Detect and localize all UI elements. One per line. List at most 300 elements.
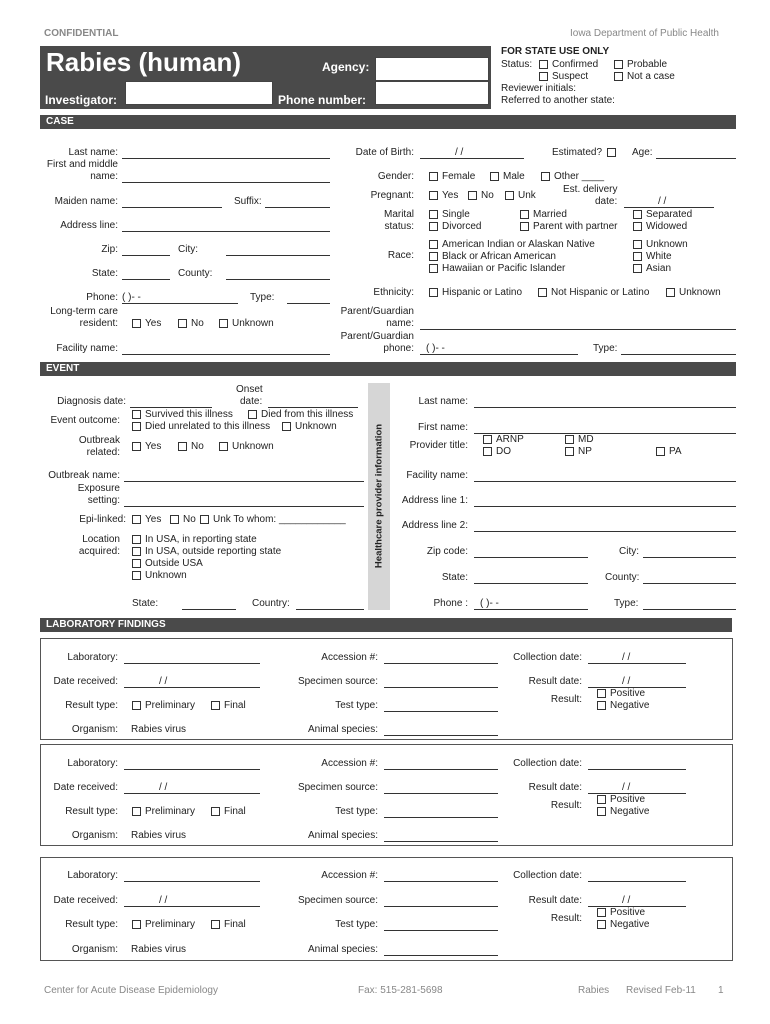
- maiden-name-label: Maiden name:: [54, 196, 118, 207]
- lab3-result-date-format: / /: [622, 895, 631, 906]
- lab2-received-format: / /: [159, 782, 168, 793]
- lab3-test-type-label: Test type:: [335, 919, 378, 930]
- provider-city-label: City:: [619, 546, 639, 557]
- event-section-header: [40, 362, 736, 376]
- race-hpi-checkbox[interactable]: [429, 264, 438, 273]
- exposure-field[interactable]: [124, 506, 364, 507]
- state-use-heading: FOR STATE USE ONLY: [501, 46, 610, 57]
- exposure-label: Exposure: [77, 483, 120, 494]
- case-section-title: CASE: [46, 116, 74, 127]
- provider-addr1-label: Address line 1:: [401, 495, 468, 506]
- zip-field[interactable]: [122, 255, 170, 256]
- ltc-yes-label: Yes: [145, 318, 162, 329]
- lab1-specimen-label: Specimen source:: [297, 676, 378, 687]
- lab2-accession-label: Accession #:: [321, 758, 378, 769]
- dob-field[interactable]: [420, 158, 524, 159]
- lab2-organism-value: Rabies virus: [131, 830, 187, 841]
- lab3-result-type-label: Result type:: [65, 919, 118, 930]
- hispanic-checkbox[interactable]: [429, 288, 438, 297]
- address-field[interactable]: [122, 231, 330, 232]
- loc-out-state-label: In USA, outside reporting state: [145, 546, 282, 557]
- divorced-checkbox[interactable]: [429, 222, 438, 231]
- married-label: Married: [533, 209, 567, 220]
- lab2-positive-label: Positive: [610, 794, 646, 805]
- footer-center: Center for Acute Disease Epidemiology: [44, 985, 218, 996]
- outbreak-label-2: related:: [86, 447, 120, 458]
- county-field[interactable]: [226, 279, 330, 280]
- separated-label: Separated: [646, 209, 693, 220]
- ltc-label: Long-term care: [50, 306, 118, 317]
- lab1-positive-label: Positive: [610, 688, 646, 699]
- lab1-final-checkbox[interactable]: [211, 701, 220, 710]
- race-unknown-checkbox[interactable]: [633, 240, 642, 249]
- outbreak-unknown-label: Unknown: [232, 441, 274, 452]
- lab1-received-format: / /: [159, 676, 168, 687]
- lab2-result-label: Result:: [550, 800, 582, 811]
- lab2-received-label: Date received:: [53, 782, 118, 793]
- outbreak-unknown-checkbox[interactable]: [219, 442, 228, 451]
- lab3-collection-field[interactable]: [588, 881, 686, 882]
- phone-type-field[interactable]: [287, 303, 330, 304]
- gender-label: Gender:: [377, 171, 414, 182]
- loc-in-state-label: In USA, in reporting state: [145, 534, 257, 545]
- lab2-animal-label: Animal species:: [307, 830, 378, 841]
- footer-page-number: 1: [718, 985, 724, 996]
- lab1-result-label: Result:: [550, 694, 582, 705]
- lab1-collection-label: Collection date:: [513, 652, 582, 663]
- diagnosis-field[interactable]: [130, 407, 212, 408]
- location-label-2: acquired:: [78, 546, 120, 557]
- lab2-accession-field[interactable]: [384, 769, 498, 770]
- ltc-unknown-label: Unknown: [232, 318, 274, 329]
- status-label: Status:: [501, 59, 533, 70]
- suffix-label: Suffix:: [234, 196, 262, 207]
- ltc-no-checkbox[interactable]: [178, 319, 187, 328]
- lab2-final-label: Final: [224, 806, 246, 817]
- lab3-result-date-label: Result date:: [528, 895, 582, 906]
- lab-section-title: LABORATORY FINDINGS: [46, 619, 166, 630]
- loc-unknown-checkbox[interactable]: [132, 571, 141, 580]
- lab2-specimen-label: Specimen source:: [297, 782, 378, 793]
- state-label: State:: [91, 268, 118, 279]
- state-field[interactable]: [122, 279, 170, 280]
- lab3-accession-field[interactable]: [384, 881, 498, 882]
- ethnicity-label: Ethnicity:: [373, 287, 414, 298]
- diagnosis-label: Diagnosis date:: [57, 396, 126, 407]
- divorced-label: Divorced: [442, 221, 482, 232]
- provider-zip-field[interactable]: [474, 557, 588, 558]
- provider-facility-label: Facility name:: [406, 470, 468, 481]
- pregnant-yes-label: Yes: [442, 190, 459, 201]
- lab3-specimen-field[interactable]: [384, 906, 498, 907]
- outcome-unknown-checkbox[interactable]: [282, 422, 291, 431]
- probable-label: Probable: [627, 59, 668, 70]
- lab2-specimen-field[interactable]: [384, 793, 498, 794]
- provider-phone-label: Phone :: [433, 598, 468, 609]
- lab3-final-label: Final: [224, 919, 246, 930]
- epi-linked-label: Epi-linked:: [79, 514, 126, 525]
- provider-county-label: County:: [605, 572, 640, 583]
- provider-zip-label: Zip code:: [426, 546, 468, 557]
- lab2-organism-label: Organism:: [71, 830, 118, 841]
- event-country-label: Country:: [252, 598, 290, 609]
- first-middle-field[interactable]: [122, 182, 330, 183]
- lab1-organism-label: Organism:: [71, 724, 118, 735]
- race-asian-label: Asian: [646, 263, 672, 274]
- lab1-negative-label: Negative: [610, 700, 650, 711]
- suspect-label: Suspect: [552, 71, 589, 82]
- lab1-preliminary-label: Preliminary: [145, 700, 196, 711]
- pregnant-unk-label: Unk: [518, 190, 536, 201]
- delivery-format: / /: [658, 196, 667, 207]
- lab3-organism-value: Rabies virus: [131, 944, 187, 955]
- pregnant-label: Pregnant:: [370, 190, 414, 201]
- lab1-result-date-format: / /: [622, 676, 631, 687]
- outbreak-yes-label: Yes: [145, 441, 162, 452]
- race-white-label: White: [646, 251, 672, 262]
- pa-label: PA: [669, 446, 682, 457]
- survived-checkbox[interactable]: [132, 410, 141, 419]
- pregnant-no-label: No: [481, 190, 494, 201]
- lab1-preliminary-checkbox[interactable]: [132, 701, 141, 710]
- county-label: County:: [178, 268, 213, 279]
- lab2-test-type-field[interactable]: [384, 817, 498, 818]
- lab2-animal-field[interactable]: [384, 841, 498, 842]
- race-aian-label: American Indian or Alaskan Native: [442, 239, 595, 250]
- lab3-positive-checkbox[interactable]: [597, 908, 606, 917]
- race-white-checkbox[interactable]: [633, 252, 642, 261]
- phone-label: Phone:: [86, 292, 118, 303]
- race-black-checkbox[interactable]: [429, 252, 438, 261]
- case-section-header: [40, 115, 736, 129]
- not-hispanic-label: Not Hispanic or Latino: [551, 287, 650, 298]
- maiden-name-field[interactable]: [122, 207, 222, 208]
- confidential-label: CONFIDENTIAL: [44, 28, 119, 39]
- np-checkbox[interactable]: [565, 447, 574, 456]
- suspect-checkbox[interactable]: [539, 72, 548, 81]
- confirmed-label: Confirmed: [552, 59, 599, 70]
- investigator-label: Investigator:: [45, 93, 118, 107]
- male-label: Male: [503, 171, 525, 182]
- pregnant-no-checkbox[interactable]: [468, 191, 477, 200]
- arnp-label: ARNP: [496, 434, 524, 445]
- lab3-collection-label: Collection date:: [513, 870, 582, 881]
- widowed-label: Widowed: [646, 221, 688, 232]
- arnp-checkbox[interactable]: [483, 435, 492, 444]
- parent-phone-format: ( )- -: [426, 343, 445, 354]
- lab2-final-checkbox[interactable]: [211, 807, 220, 816]
- race-label: Race:: [387, 250, 414, 261]
- age-label: Age:: [632, 147, 653, 158]
- provider-last-label: Last name:: [418, 396, 468, 407]
- provider-state-field[interactable]: [474, 583, 588, 584]
- loc-out-state-checkbox[interactable]: [132, 547, 141, 556]
- provider-city-field[interactable]: [643, 557, 736, 558]
- city-label: City:: [178, 244, 198, 255]
- provider-state-label: State:: [441, 572, 468, 583]
- lab1-organism-value: Rabies virus: [131, 724, 187, 735]
- female-label: Female: [442, 171, 476, 182]
- confirmed-checkbox[interactable]: [539, 60, 548, 69]
- lab3-received-field[interactable]: [124, 906, 260, 907]
- probable-checkbox[interactable]: [614, 60, 623, 69]
- hispanic-label: Hispanic or Latino: [442, 287, 523, 298]
- event-state-label: State:: [132, 598, 159, 609]
- lab3-specimen-label: Specimen source:: [297, 895, 378, 906]
- lab2-received-field[interactable]: [124, 793, 260, 794]
- ethnicity-unknown-checkbox[interactable]: [666, 288, 675, 297]
- dob-label: Date of Birth:: [355, 147, 414, 158]
- lab2-test-type-label: Test type:: [335, 806, 378, 817]
- facility-field[interactable]: [122, 354, 330, 355]
- ltc-label-2: resident:: [79, 318, 118, 329]
- lab3-laboratory-field[interactable]: [124, 881, 260, 882]
- phone-type-label: Type:: [250, 292, 275, 303]
- provider-first-label: First name:: [417, 422, 468, 433]
- lab3-positive-label: Positive: [610, 907, 646, 918]
- location-label: Location: [82, 534, 120, 545]
- lab2-laboratory-label: Laboratory:: [67, 758, 118, 769]
- race-black-label: Black or African American: [442, 251, 556, 262]
- lab-section-header: [40, 618, 732, 632]
- provider-phone-field[interactable]: [474, 609, 588, 610]
- footer-disease: Rabies: [578, 985, 610, 996]
- event-state-field[interactable]: [182, 609, 236, 610]
- md-checkbox[interactable]: [565, 435, 574, 444]
- lab1-test-type-label: Test type:: [335, 700, 378, 711]
- lab1-animal-label: Animal species:: [307, 724, 378, 735]
- lab3-preliminary-checkbox[interactable]: [132, 920, 141, 929]
- loc-outside-usa-label: Outside USA: [145, 558, 203, 569]
- married-checkbox[interactable]: [520, 210, 529, 219]
- not-a-case-checkbox[interactable]: [614, 72, 623, 81]
- lab2-negative-checkbox[interactable]: [597, 807, 606, 816]
- lab3-laboratory-label: Laboratory:: [67, 870, 118, 881]
- phone-field[interactable]: [122, 303, 238, 304]
- md-label: MD: [578, 434, 594, 445]
- agency-field[interactable]: [375, 57, 489, 81]
- ltc-unknown-checkbox[interactable]: [219, 319, 228, 328]
- male-checkbox[interactable]: [490, 172, 499, 181]
- lab1-result-date-label: Result date:: [528, 676, 582, 687]
- reviewer-label: Reviewer initials:: [501, 83, 577, 94]
- female-checkbox[interactable]: [429, 172, 438, 181]
- parent-name-label-2: name:: [386, 318, 414, 329]
- lab3-negative-label: Negative: [610, 919, 650, 930]
- event-section-title: EVENT: [46, 363, 80, 374]
- lab3-test-type-field[interactable]: [384, 930, 498, 931]
- lab1-negative-checkbox[interactable]: [597, 701, 606, 710]
- race-asian-checkbox[interactable]: [633, 264, 642, 273]
- parent-partner-checkbox[interactable]: [520, 222, 529, 231]
- phone-number-field[interactable]: [375, 81, 489, 105]
- lab3-accession-label: Accession #:: [321, 870, 378, 881]
- investigator-field[interactable]: [125, 81, 273, 105]
- widowed-checkbox[interactable]: [633, 222, 642, 231]
- marital-label-2: status:: [384, 221, 414, 232]
- lab1-received-field[interactable]: [124, 687, 260, 688]
- parent-name-field[interactable]: [420, 329, 736, 330]
- event-country-field[interactable]: [296, 609, 364, 610]
- provider-addr1-field[interactable]: [474, 506, 736, 507]
- outbreak-yes-checkbox[interactable]: [132, 442, 141, 451]
- lab2-result-date-format: / /: [622, 782, 631, 793]
- lab2-result-date-label: Result date:: [528, 782, 582, 793]
- exposure-label-2: setting:: [87, 495, 120, 506]
- provider-county-field[interactable]: [643, 583, 736, 584]
- ethnicity-unknown-label: Unknown: [679, 287, 721, 298]
- footer-fax: Fax: 515-281-5698: [358, 985, 443, 996]
- lab3-organism-label: Organism:: [71, 944, 118, 955]
- lab2-negative-label: Negative: [610, 806, 650, 817]
- died-from-checkbox[interactable]: [248, 410, 257, 419]
- epi-yes-checkbox[interactable]: [132, 515, 141, 524]
- provider-phone-type-label: Type:: [614, 598, 639, 609]
- provider-info-vertical-label: Healthcare provider information: [373, 423, 385, 569]
- parent-phone-label: Parent/Guardian: [340, 331, 414, 342]
- other-gender-checkbox[interactable]: [541, 172, 550, 181]
- pa-checkbox[interactable]: [656, 447, 665, 456]
- phone-format: ( )- -: [122, 292, 141, 303]
- delivery-label: Est. delivery: [563, 184, 618, 195]
- last-name-field[interactable]: [122, 158, 330, 159]
- provider-phone-type-field[interactable]: [643, 609, 736, 610]
- lab1-accession-label: Accession #:: [321, 652, 378, 663]
- lab3-preliminary-label: Preliminary: [145, 919, 196, 930]
- other-gender-label: Other ____: [554, 171, 605, 182]
- parent-phone-type-label: Type:: [593, 343, 618, 354]
- suffix-field[interactable]: [265, 207, 330, 208]
- lab3-animal-field[interactable]: [384, 955, 498, 956]
- epi-no-label: No: [183, 514, 196, 525]
- race-aian-checkbox[interactable]: [429, 240, 438, 249]
- do-checkbox[interactable]: [483, 447, 492, 456]
- department-label: Iowa Department of Public Health: [570, 28, 719, 39]
- provider-last-field[interactable]: [474, 407, 736, 408]
- facility-label: Facility name:: [56, 343, 118, 354]
- parent-phone-type-field[interactable]: [621, 354, 736, 355]
- ltc-yes-checkbox[interactable]: [132, 319, 141, 328]
- loc-in-state-checkbox[interactable]: [132, 535, 141, 544]
- died-unrelated-label: Died unrelated to this illness: [145, 421, 271, 432]
- outbreak-name-label: Outbreak name:: [48, 470, 120, 481]
- onset-label-2: date:: [240, 396, 263, 407]
- estimated-label: Estimated?: [552, 147, 603, 158]
- lab1-result-type-label: Result type:: [65, 700, 118, 711]
- form-title: Rabies (human): [46, 47, 242, 77]
- pregnant-yes-checkbox[interactable]: [429, 191, 438, 200]
- provider-title-label: Provider title:: [409, 440, 468, 451]
- survived-label: Survived this illness: [145, 409, 233, 420]
- epi-unk-label: Unk To whom: ____________: [213, 514, 346, 525]
- race-hpi-label: Hawaiian or Pacific Islander: [442, 263, 566, 274]
- lab3-negative-checkbox[interactable]: [597, 920, 606, 929]
- outbreak-name-field[interactable]: [124, 481, 364, 482]
- not-hispanic-checkbox[interactable]: [538, 288, 547, 297]
- race-unknown-label: Unknown: [646, 239, 688, 250]
- epi-unk-checkbox[interactable]: [200, 515, 209, 524]
- lab1-laboratory-label: Laboratory:: [67, 652, 118, 663]
- lab1-animal-field[interactable]: [384, 735, 498, 736]
- last-name-label: Last name:: [68, 147, 118, 158]
- lab2-collection-field[interactable]: [588, 769, 686, 770]
- outbreak-no-checkbox[interactable]: [178, 442, 187, 451]
- provider-addr2-field[interactable]: [474, 531, 736, 532]
- agency-label: Agency:: [322, 60, 370, 74]
- lab2-result-type-label: Result type:: [65, 806, 118, 817]
- estimated-checkbox[interactable]: [607, 148, 616, 157]
- lab1-test-type-field[interactable]: [384, 711, 498, 712]
- lab1-received-label: Date received:: [53, 676, 118, 687]
- referred-label: Referred to another state:: [501, 95, 615, 106]
- lab1-laboratory-field[interactable]: [124, 663, 260, 664]
- lab2-preliminary-checkbox[interactable]: [132, 807, 141, 816]
- marital-label: Marital: [383, 209, 414, 220]
- provider-facility-field[interactable]: [474, 481, 736, 482]
- lab3-received-label: Date received:: [53, 895, 118, 906]
- lab3-final-checkbox[interactable]: [211, 920, 220, 929]
- ltc-no-label: No: [191, 318, 204, 329]
- single-label: Single: [442, 209, 470, 220]
- parent-partner-label: Parent with partner: [533, 221, 618, 232]
- lab1-final-label: Final: [224, 700, 246, 711]
- lab1-positive-checkbox[interactable]: [597, 689, 606, 698]
- epi-no-checkbox[interactable]: [170, 515, 179, 524]
- parent-phone-label-2: phone:: [383, 343, 414, 354]
- outcome-label: Event outcome:: [50, 415, 120, 426]
- lab3-animal-label: Animal species:: [307, 944, 378, 955]
- dob-format: / /: [455, 147, 464, 158]
- pregnant-unk-checkbox[interactable]: [505, 191, 514, 200]
- np-label: NP: [578, 446, 592, 457]
- provider-addr2-label: Address line 2:: [401, 520, 468, 531]
- separated-checkbox[interactable]: [633, 210, 642, 219]
- single-checkbox[interactable]: [429, 210, 438, 219]
- first-middle-label: First and middle: [46, 159, 118, 170]
- city-field[interactable]: [226, 255, 330, 256]
- lab2-laboratory-field[interactable]: [124, 769, 260, 770]
- provider-phone-format: ( )- -: [480, 598, 499, 609]
- lab2-collection-label: Collection date:: [513, 758, 582, 769]
- parent-phone-field[interactable]: [420, 354, 578, 355]
- footer-revised: Revised Feb-11: [626, 985, 696, 996]
- loc-outside-usa-checkbox[interactable]: [132, 559, 141, 568]
- epi-yes-label: Yes: [145, 514, 162, 525]
- parent-name-label: Parent/Guardian: [340, 306, 414, 317]
- do-label: DO: [496, 446, 511, 457]
- phone-number-label: Phone number:: [278, 93, 367, 107]
- age-field[interactable]: [656, 158, 736, 159]
- outbreak-no-label: No: [191, 441, 204, 452]
- delivery-field[interactable]: [624, 207, 714, 208]
- zip-label: Zip:: [101, 244, 118, 255]
- loc-unknown-label: Unknown: [145, 570, 187, 581]
- lab1-collection-format: / /: [622, 652, 631, 663]
- outbreak-label: Outbreak: [78, 435, 120, 446]
- lab1-specimen-field[interactable]: [384, 687, 498, 688]
- address-label: Address line:: [60, 220, 118, 231]
- lab1-accession-field[interactable]: [384, 663, 498, 664]
- lab1-collection-field[interactable]: [588, 663, 686, 664]
- onset-field[interactable]: [268, 407, 358, 408]
- lab2-positive-checkbox[interactable]: [597, 795, 606, 804]
- first-middle-label-2: name:: [90, 171, 118, 182]
- died-from-label: Died from this illness: [261, 409, 354, 420]
- lab2-preliminary-label: Preliminary: [145, 806, 196, 817]
- died-unrelated-checkbox[interactable]: [132, 422, 141, 431]
- not-a-case-label: Not a case: [627, 71, 675, 82]
- outcome-unknown-label: Unknown: [295, 421, 337, 432]
